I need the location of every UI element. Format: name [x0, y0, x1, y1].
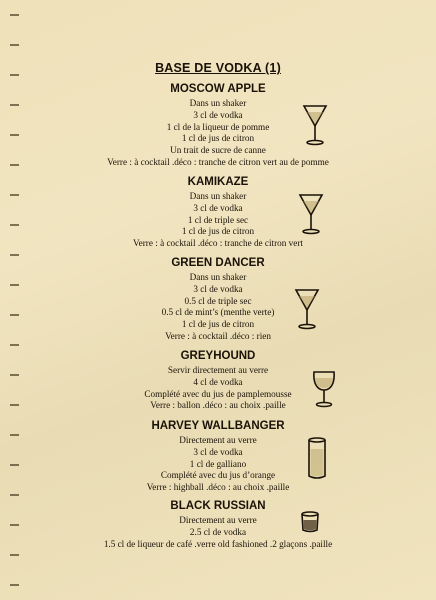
recipe-line: 3 cl de vodka [193, 202, 243, 213]
binding-tick [10, 44, 19, 46]
recipe-line: 3 cl de vodka [193, 446, 243, 457]
recipe-line: 3 cl de vodka [193, 283, 243, 294]
recipe-line: Directement au verre [179, 515, 257, 525]
recipe-line: 1 cl de la liqueur de pomme [166, 121, 270, 132]
recipe-line: Un trait de sucre de canne [170, 145, 266, 156]
recipe-instructions [0, 191, 436, 250]
page-title: BASE DE VODKA (1) [155, 61, 281, 75]
recipe-line: Directement au verre [179, 435, 257, 445]
recipe-title: GREYHOUND [180, 350, 256, 362]
recipe-line: Verre : à cocktail .déco : tranche de citron vert [133, 238, 303, 249]
cocktail-glass-icon [294, 288, 320, 330]
recipe-line: Verre : à cocktail .déco : rien [165, 330, 271, 341]
recipe-instructions [0, 98, 436, 169]
recipe-title: BLACK RUSSIAN [170, 500, 266, 512]
recipe-title: KAMIKAZE [187, 176, 249, 188]
recipe-line: 2.5 cl de vodka [189, 526, 247, 537]
recipe-instructions [0, 272, 436, 343]
recipe-line: Dans un shaker [189, 98, 247, 108]
recipe-line: 0.5 cl de mint’s (menthe verte) [161, 307, 275, 318]
recipe-line: Servir directement au verre [167, 365, 269, 375]
recipe-title: MOSCOW APPLE [170, 83, 266, 95]
binding-tick [10, 554, 19, 556]
recipe-line: 4 cl de vodka [193, 376, 243, 387]
recipe-title: HARVEY WALLBANGER [151, 420, 285, 432]
recipe-line: 1 cl de galliano [189, 458, 247, 469]
recipe-line: 1 cl de jus de citron [181, 133, 255, 144]
recipe-line: Dans un shaker [189, 272, 247, 282]
recipe-line: 0.5 cl de triple sec [184, 295, 252, 306]
cocktail-glass-icon [302, 104, 328, 146]
recipe-line: Complété avec du jus d’orange [160, 470, 276, 481]
recipe-instructions [0, 435, 436, 494]
recipe-instructions [0, 515, 436, 550]
recipe-title: GREEN DANCER [171, 257, 265, 269]
recipe-line: 1.5 cl de liqueur de café .verre old fashioned .2 glaçons .paille [103, 538, 333, 549]
binding-tick [10, 344, 19, 346]
binding-tick [10, 584, 19, 586]
cocktail-glass-icon [298, 193, 324, 235]
binding-tick [10, 14, 19, 16]
recipe-line: 1 cl de triple sec [187, 214, 249, 225]
recipe-line: Verre : highball .déco : au choix .paille [146, 482, 290, 493]
recipe-line: 1 cl de jus de citron [181, 226, 255, 237]
recipe-instructions [0, 365, 436, 412]
recipe-line: Dans un shaker [189, 191, 247, 201]
recipe-line: Verre : à cocktail .déco : tranche de citron vert au de pomme [107, 156, 329, 167]
binding-tick [10, 254, 19, 256]
old-fashioned-glass-icon [300, 511, 320, 533]
highball-glass-icon [306, 437, 328, 481]
recipe-line: 1 cl de jus de citron [181, 319, 255, 330]
binding-tick [10, 494, 19, 496]
recipe-line: 3 cl de vodka [193, 109, 243, 120]
recipe-line: Complété avec du jus de pamplemousse [144, 388, 292, 399]
balloon-glass-icon [311, 369, 337, 409]
recipe-line: Verre : ballon .déco : au choix .paille [150, 400, 286, 411]
